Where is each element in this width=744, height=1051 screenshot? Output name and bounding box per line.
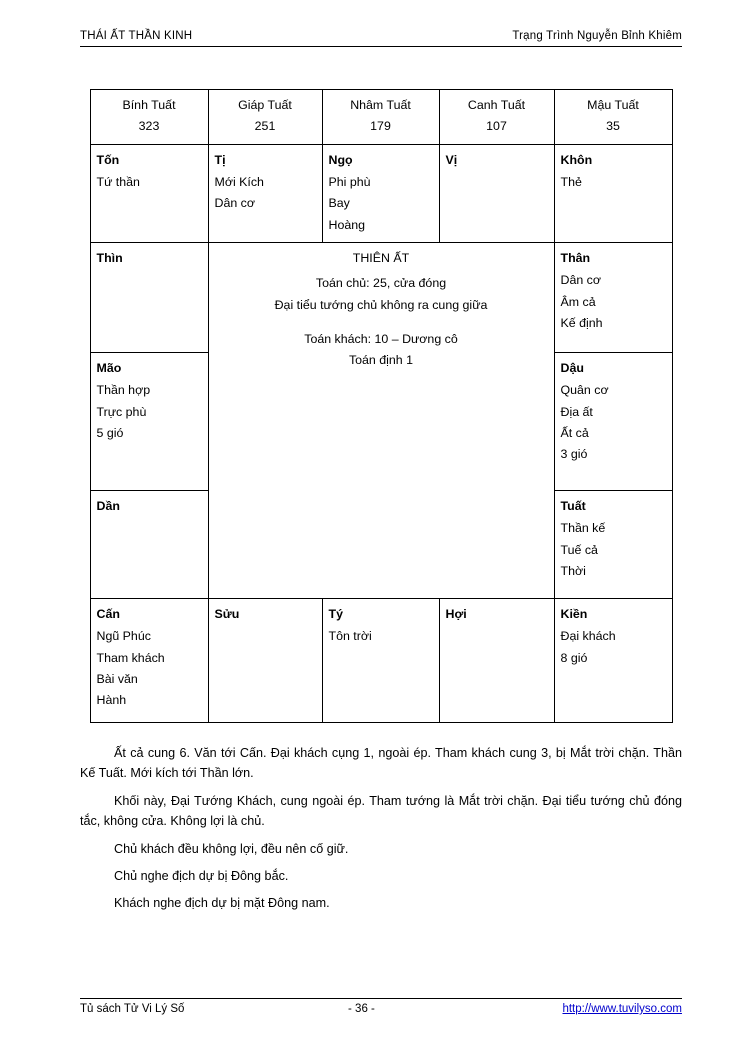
cell-khon (554, 144, 672, 242)
cell-vi (439, 144, 554, 242)
table-row (90, 598, 672, 722)
cell-ton-line-1: Tứ thần (96, 174, 140, 189)
cell-dan (90, 490, 208, 598)
cell-dau-line-3: Ất cả (560, 425, 589, 440)
top-cell-2-number: 251 (254, 119, 276, 134)
cell-ton (90, 144, 208, 242)
top-cell-4 (439, 90, 554, 145)
cell-can-line-1: Ngũ Phúc (96, 629, 151, 644)
footer-publisher: Tủ sách Tử Vi Lý Số (80, 1003, 185, 1015)
cell-dan-title: Dần (96, 498, 120, 513)
cell-dau-line-2: Địa ất (560, 404, 593, 419)
table-row (90, 242, 672, 352)
cell-kien-title: Kiền (560, 606, 588, 621)
cell-than-line-1: Dân cơ (560, 273, 601, 288)
cell-ti-line-1: Mới Kích (214, 174, 264, 189)
cell-tuat (554, 490, 672, 598)
body-text (80, 743, 682, 914)
cell-ty-title: Tý (328, 606, 343, 621)
cell-suu (208, 598, 322, 722)
cell-can-title: Cấn (96, 606, 120, 621)
cell-kien-line-2: 8 gió (560, 650, 588, 665)
top-cell-4-number: 107 (486, 119, 507, 134)
top-cell-3-name: Nhâm Tuất (350, 98, 411, 112)
cell-suu-title: Sửu (214, 606, 240, 621)
cell-thin (90, 242, 208, 352)
table-row (90, 144, 672, 242)
center-spacer (215, 316, 548, 329)
paragraph-5: Khách nghe địch dự bị mặt Đông nam. (114, 896, 330, 911)
center-title: THIÊN ẤT (352, 250, 410, 265)
top-cell-3-number: 179 (370, 119, 391, 134)
cell-than-line-2: Âm cả (560, 294, 596, 309)
cell-tuat-line-1: Thần kế (560, 521, 606, 536)
cell-vi-title: Vị (445, 152, 458, 167)
cell-khon-line-1: Thẻ (560, 174, 582, 189)
cell-dau-line-1: Quân cơ (560, 383, 609, 398)
center-line-2: Đại tiểu tướng chủ không ra cung giữa (274, 297, 488, 312)
cell-can-line-2: Tham khách (96, 650, 165, 665)
cell-tuat-line-3: Thời (560, 563, 586, 578)
top-cell-5-name: Mậu Tuất (587, 98, 639, 112)
center-line-1: Toán chủ: 25, cửa đóng (315, 276, 447, 291)
cell-mao-line-1: Thần hợp (96, 383, 151, 398)
paragraph-1: Ất cả cung 6. Văn tới Cấn. Đại khách cụng 1, ngoài ép. Tham khách cung 3, bị Mắt trời chặn. Thần Kế Tuất. Mới kích tới Thần lớn. (80, 745, 682, 781)
cell-hoi-title: Hợi (445, 606, 467, 621)
cell-than (554, 242, 672, 352)
cell-ngo-line-1: Phi phù (328, 174, 371, 189)
cell-tuat-line-2: Tuế cả (560, 542, 598, 557)
cell-ti-title: Tị (214, 152, 226, 167)
cell-than-line-3: Kế định (560, 315, 603, 330)
cell-mao-line-3: 5 gió (96, 425, 124, 440)
cell-ngo-line-2: Bay (328, 196, 350, 211)
cell-ti (208, 144, 322, 242)
cell-mao-title: Mão (96, 360, 122, 375)
header-book-title: THÁI ẤT THẦN KINH (80, 30, 193, 42)
cell-khon-title: Khôn (560, 152, 593, 167)
footer-page-number: - 36 - (348, 1003, 375, 1015)
cell-hoi (439, 598, 554, 722)
top-cell-1 (90, 90, 208, 145)
cell-can (90, 598, 208, 722)
paragraph-2: Khối này, Đại Tướng Khách, cung ngoài ép. Tham tướng là Mắt trời chặn. Đại tiểu tướng chủ đóng tắc, không cửa. Không lợi là chủ. (80, 793, 682, 829)
paragraph-3: Chủ khách đều không lợi, đều nên cố giữ. (114, 841, 349, 856)
top-cell-1-name: Bính Tuất (122, 98, 176, 112)
center-line-3: Toán khách: 10 – Dương cô (304, 331, 458, 346)
cell-ngo-title: Ngọ (328, 152, 353, 167)
top-cell-5 (554, 90, 672, 145)
top-cell-5-number: 35 (606, 119, 620, 134)
table-row (90, 90, 672, 145)
cell-ty (322, 598, 439, 722)
top-cell-3 (322, 90, 439, 145)
top-cell-2-name: Giáp Tuất (238, 98, 292, 112)
header-author: Trạng Trình Nguyễn Bỉnh Khiêm (512, 30, 682, 42)
cell-can-line-3: Bài văn (96, 671, 138, 686)
cell-ngo-line-3: Hoàng (328, 217, 366, 232)
cell-kien-line-1: Đại khách (560, 629, 616, 644)
cell-ty-line-1: Tôn trời (328, 629, 372, 644)
top-cell-1-number: 323 (138, 119, 160, 134)
top-cell-4-name: Canh Tuất (467, 98, 526, 112)
cell-can-line-4: Hành (96, 693, 127, 708)
cell-ngo (322, 144, 439, 242)
cell-mao-line-2: Trực phù (96, 404, 147, 419)
center-line-4: Toán định 1 (348, 353, 414, 368)
cell-ton-title: Tốn (96, 152, 120, 167)
cell-dau (554, 352, 672, 490)
cell-kien (554, 598, 672, 722)
cell-center-summary (208, 242, 554, 598)
top-cell-2 (208, 90, 322, 145)
page-header (80, 30, 682, 47)
thai-at-chart-table (90, 89, 673, 723)
cell-dau-line-4: 3 gió (560, 447, 588, 462)
cell-ti-line-2: Dân cơ (214, 196, 255, 211)
paragraph-4: Chủ nghe địch dự bị Đông bắc. (114, 868, 289, 883)
cell-tuat-title: Tuất (560, 498, 586, 513)
cell-thin-title: Thìn (96, 250, 123, 265)
cell-mao (90, 352, 208, 490)
footer-website-link[interactable]: http://www.tuvilyso.com (562, 1003, 682, 1015)
page-footer (80, 998, 682, 1015)
cell-dau-title: Dậu (560, 360, 584, 375)
cell-than-title: Thân (560, 250, 591, 265)
